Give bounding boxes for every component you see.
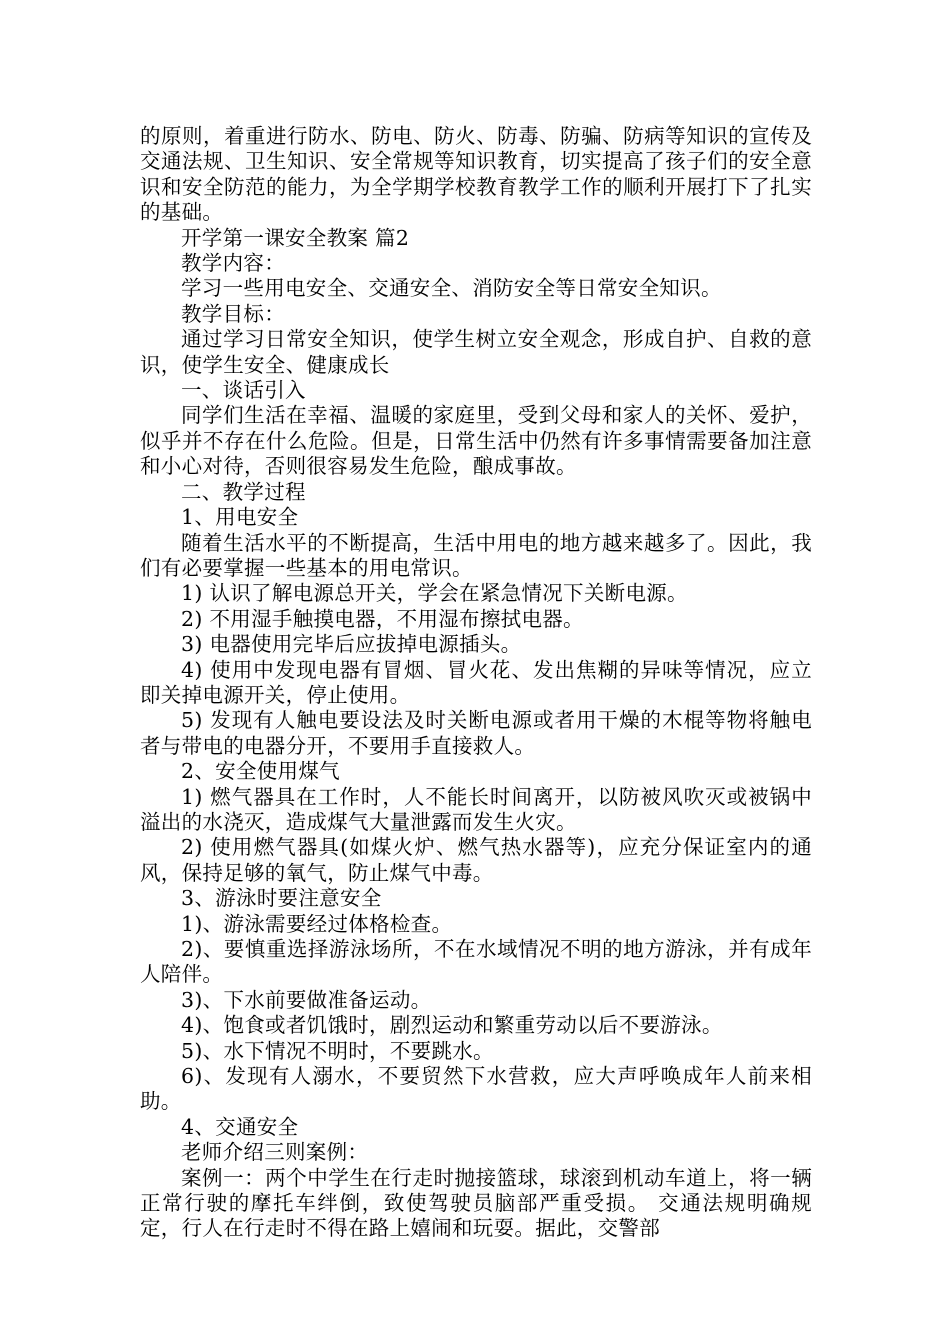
heading-teaching-content: 教学内容： xyxy=(181,251,285,276)
section-title-2: 开学第一课安全教案 篇2 xyxy=(181,225,410,250)
gas-item-1: 1) 燃气器具在工作时，人不能长时间离开，以防被风吹灭或被锅中溢出的水浇灭，造成煤气大量泄露而发生火灾。 xyxy=(140,784,812,834)
gas-item-2: 2) 使用燃气器具(如煤火炉、燃气热水器等)，应充分保证室内的通风，保持足够的氧气，防止煤气中毒。 xyxy=(140,835,812,885)
cases-intro: 老师介绍三则案例： xyxy=(181,1140,369,1165)
heading-teaching-process: 二、教学过程 xyxy=(181,479,306,504)
electric-item-2: 2) 不用湿手触摸电器，不用湿布擦拭电器。 xyxy=(181,606,584,631)
swim-item-3: 3)、下水前要做准备运动。 xyxy=(181,987,432,1012)
heading-traffic-safety: 4、交通安全 xyxy=(181,1114,299,1139)
introduction-text: 同学们生活在幸福、温暖的家庭里，受到父母和家人的关怀、爱护，似乎并不存在什么危险。但是，日常生活中仍然有许多事情需要备加注意和小心对待，否则很容易发生危险，酿成事故。 xyxy=(140,403,812,479)
paragraph-1: 的原则，着重进行防水、防电、防火、防毒、防骗、防病等知识的宣传及交通法规、卫生知识、安全常规等知识教育，切实提高了孩子们的安全意识和安全防范的能力，为全学期学校教育教学工作的顺利开展打下了扎实的基础。 xyxy=(140,124,812,225)
swim-item-2: 2)、要慎重选择游泳场所，不在水域情况不明的地方游泳，并有成年人陪伴。 xyxy=(140,937,812,987)
heading-introduction: 一、谈话引入 xyxy=(181,378,306,403)
swim-item-5: 5)、水下情况不明时，不要跳水。 xyxy=(181,1038,494,1063)
teaching-goal-text: 通过学习日常安全知识，使学生树立安全观念，形成自护、自救的意识，使学生安全、健康成长 xyxy=(140,327,812,377)
heading-teaching-goal: 教学目标： xyxy=(181,301,285,326)
electric-item-3: 3) 电器使用完毕后应拔掉电源插头。 xyxy=(181,632,522,657)
case-one-text: 案例一：两个中学生在行走时抛接篮球，球滚到机动车道上，将一辆正常行驶的摩托车绊倒，致使驾驶员脑部严重受损。 交通法规明确规定，行人在行走时不得在路上嬉闹和玩耍。据此，交警部 xyxy=(140,1165,812,1241)
electric-item-5: 5) 发现有人触电要设法及时关断电源或者用干燥的木棍等物将触电者与带电的电器分开，不要用手直接救人。 xyxy=(140,708,812,758)
swim-item-4: 4)、饱食或者饥饿时，剧烈运动和繁重劳动以后不要游泳。 xyxy=(181,1013,723,1038)
document-body xyxy=(140,124,812,1242)
heading-swimming-safety: 3、游泳时要注意安全 xyxy=(181,886,382,911)
heading-electric-safety: 1、用电安全 xyxy=(181,505,299,530)
electric-safety-intro: 随着生活水平的不断提高，生活中用电的地方越来越多了。因此，我们有必要掌握一些基本的用电常识。 xyxy=(140,530,812,580)
electric-item-4: 4) 使用中发现电器有冒烟、冒火花、发出焦糊的异味等情况，应立即关掉电源开关，停止使用。 xyxy=(140,657,812,707)
heading-gas-safety: 2、安全使用煤气 xyxy=(181,759,340,784)
swim-item-1: 1)、游泳需要经过体格检查。 xyxy=(181,911,453,936)
swim-item-6: 6)、发现有人溺水，不要贸然下水营救，应大声呼唤成年人前来相助。 xyxy=(140,1064,812,1114)
electric-item-1: 1) 认识了解电源总开关，学会在紧急情况下关断电源。 xyxy=(181,581,688,606)
teaching-content-text: 学习一些用电安全、交通安全、消防安全等日常安全知识。 xyxy=(181,276,722,301)
